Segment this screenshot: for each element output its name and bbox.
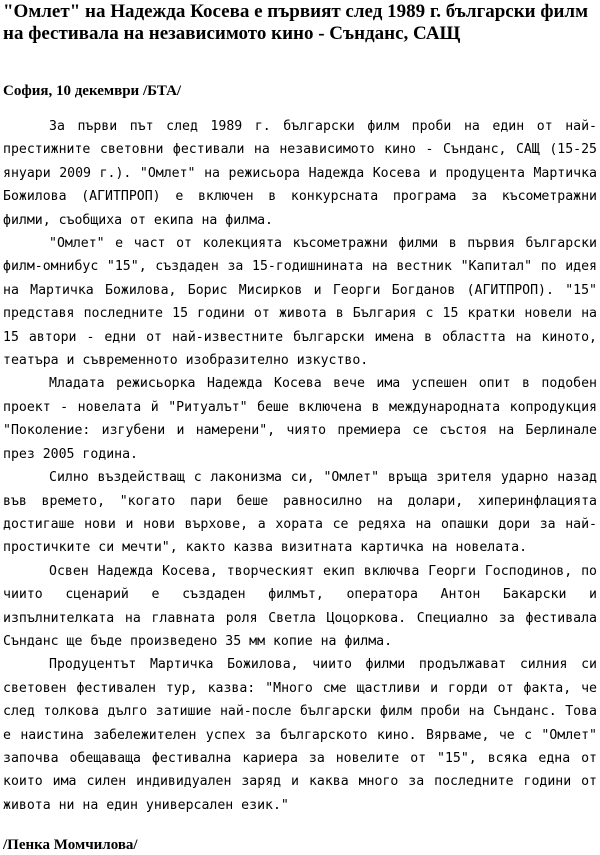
- article-dateline: София, 10 декември /БТА/: [3, 83, 182, 99]
- article-paragraph: Силно въздействащ с лаконизма си, "Омлет" връща зрителя ударно назад във времето, "когато пари беше равносилно на долари, хиперинфлацията достигаше нови и нови върхове, а хората се редяха на опашки дори за най-простичките си мечти", както казва визитната картичка на новелата.: [3, 470, 597, 556]
- article-body: [3, 115, 597, 817]
- article-paragraph: Освен Надежда Косева, творческият екип включва Георги Господинов, по чиито сценарий е създаден филмът, оператора Антон Бакарски и изпълнителката на главната роля Светла Цоцоркова. Специално за фестивала Сънданс ще бъде произведено 35 мм копие на филма.: [3, 563, 597, 649]
- article-paragraph: За първи път след 1989 г. български филм проби на един от най-престижните световни фестивали на независимото кино - Сънданс, САЩ (15-25 януари 2009 г.). "Омлет" на режисьора Надежда Косева и продуцента Мартичка Божилова (АГИТПРОП) е включен в конкурсната програма за късометражни филми, съобщиха от екипа на филма.: [3, 119, 597, 228]
- article-page: [3, 0, 597, 855]
- article-paragraph: Младата режисьорка Надежда Косева вече има успешен опит в подобен проект - новелата й "Ритуалът" беше включена в международната копродукция "Поколение: изгубени и намерени", чиято премиера се състоя на Берлинале през 2005 година.: [3, 376, 597, 462]
- article-byline: /Пенка Момчилова/: [3, 837, 138, 854]
- article-paragraph: Продуцентът Мартичка Божилова, чиито филми продължават силния си световен фестивален тур, казва: "Много сме щастливи и горди от факта, че след толкова дълго затишие най-после български филм проби на Сънданс. Това е наистина забележителен успех за българското кино. Вярваме, че с "Омлет" започва обещаваща фестивална кариера за новелите от "15", всяка една от които има силен индивидуален заряд и каква много за последните години от живота ни на един универсален език.": [3, 657, 597, 813]
- article-paragraph: "Омлет" е част от колекцията късометражни филми в първия български филм-омнибус "15", създаден за 15-годишнината на вестник "Капитал" по идея на Мартичка Божилова, Борис Мисирков и Георги Богданов (АГИТПРОП). "15" представя последните 15 години от живота в България с 15 кратки новели на 15 автори - едни от най-известните български имена в областта на киното, театъра и съвременното изобразително изкуство.: [3, 236, 597, 369]
- article-headline: "Омлет" на Надежда Косева е първият след 1989 г. български филм на фестивала на независимото кино - Сънданс, САЩ: [3, 1, 589, 44]
